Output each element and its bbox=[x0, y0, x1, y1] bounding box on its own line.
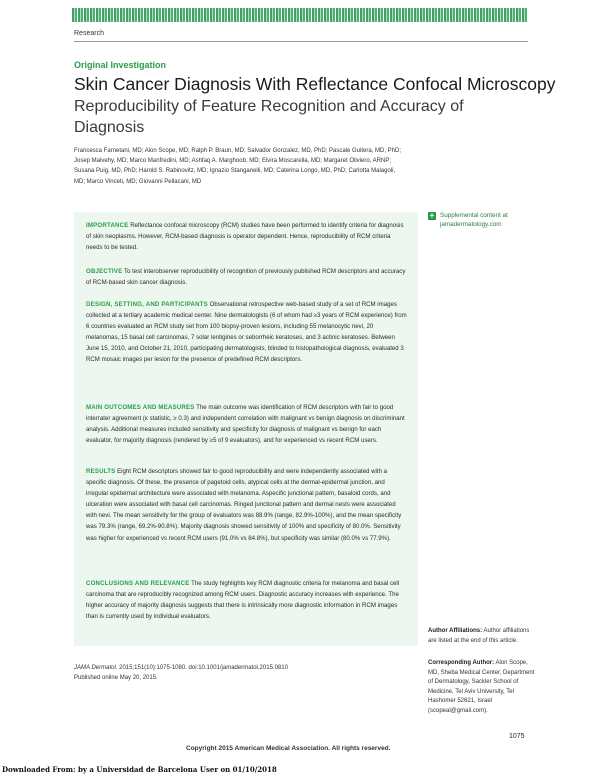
author-affiliations bbox=[428, 627, 538, 646]
publication-date: Published online May 20, 2015. bbox=[74, 674, 158, 681]
supplemental-link[interactable]: Supplemental content at jamadermatology.com bbox=[440, 212, 508, 228]
citation-ref[interactable]: 2015;151(10):1075-1080. doi:10.1001/jamadermatol.2015.0810 bbox=[119, 665, 288, 671]
affiliations-label: Author Affiliations: bbox=[428, 628, 483, 634]
journal-color-stripe bbox=[72, 8, 528, 22]
abstract-heading: MAIN OUTCOMES AND MEASURES bbox=[86, 404, 195, 411]
page-number: 1075 bbox=[509, 733, 525, 740]
abstract-objective bbox=[86, 266, 408, 288]
abstract-text: Observational retrospective web-based study of a set of RCM images collected at a tertiary academic medical center. Nine dermatologists (6 of whom had ≥3 years of RCM experience) from 6 countries evaluated an RCM study set from 100 biopsy-proven lesions, including 55 melanocytic nevi, 20 melanomas, 15 basal cell carcinomas, 7 solar lentigines or seborrheic keratoses, and 3 actinic keratoses. Between June 15, 2010, and October 21, 2010, participating dermatologists, blinded to histopathological diagnosis, evaluated 3 RCM mosaic images per lesion for the presence of predefined RCM descriptors. bbox=[86, 301, 407, 364]
abstract-heading: DESIGN, SETTING, AND PARTICIPANTS bbox=[86, 301, 208, 308]
corresponding-author bbox=[428, 659, 538, 716]
abstract-text: Reflectance confocal microscopy (RCM) studies have been performed to identify criteria for diagnosis of skin neoplasms. However, RCM-based diagnosis is operator dependent. Hence, reproducibility of RCM criteria needs to be tested. bbox=[86, 222, 404, 252]
affiliations-text: Author affiliations are listed at the end of this article. bbox=[428, 628, 530, 644]
section-label: Research bbox=[74, 30, 104, 37]
abstract-importance bbox=[86, 220, 408, 253]
abstract-outcomes bbox=[86, 402, 408, 446]
corresponding-label: Corresponding Author: bbox=[428, 660, 495, 666]
abstract-text: The study highlights key RCM diagnostic criteria for melanoma and basal cell carcinoma that are reproducibly recognized among RCM users. Diagnostic accuracy increases with experience. The higher accuracy of majority diagnosis suggests that there is intrinsically more diagnostic information in RCM images than is currently used by individual evaluators. bbox=[86, 580, 400, 621]
abstract-heading: RESULTS bbox=[86, 468, 116, 475]
abstract-text: Eight RCM descriptors showed fair to good reproducibility and were independently associated with a specific diagnosis. Of these, the presence of pagetoid cells, atypical cells at the dermal-epidermal junction, and irregular epidermal architecture were associated with melanoma. Aspecific junctional pattern, basaloid cords, and ulceration were associated with basal cell carcinomas. Ringed junctional pattern and dermal nests were associated with nevi. The mean sensitivity for the group of evaluators was 88.9% (range, 82.9%-100%), and the mean specificity was 79.3% (range, 69.2%-90.8%). Majority diagnosis showed sensitivity of 100% and specificity of 80.0%. Sensitivity was higher for experienced vs recent RCM users (91.0% vs 84.8%), but specificity was similar (80.0% vs 77.9%). bbox=[86, 468, 402, 542]
abstract-results bbox=[86, 466, 408, 544]
author-list: Francesca Farnetani, MD; Alon Scope, MD; Ralph P. Braun, MD; Salvador Gonzalez, MD, PhD; Pascale Guitera, MD, PhD; Josep Malvehy, MD; Marco Manfredini, MD; Ashfaq A. Marghoob, MD; Elvira Moscarella, MD; Margaret Oliviero, ARNP; Susana Puig, MD, PhD; Harold S. Rabinovitz, MD; Ignazio Stanganelli, MD; Caterina Longo, MD, PhD; Carlotta Malagoli, MD; Marco Vinceti, MD; Giovanni Pellacani, MD bbox=[74, 148, 402, 185]
header-divider bbox=[74, 41, 528, 42]
abstract-heading: CONCLUSIONS AND RELEVANCE bbox=[86, 580, 190, 587]
corresponding-text: Alon Scope, MD, Sheba Medical Center, Department of Dermatology, Sackler School of Medicine, Tel Aviv University, Tel Hashomer 52621, Israel (scopeal@gmail.com). bbox=[428, 660, 535, 714]
abstract-heading: OBJECTIVE bbox=[86, 268, 123, 275]
abstract-conclusions bbox=[86, 578, 408, 622]
download-stamp: Downloaded From: by a Universidad de Barcelona User on 01/10/2018 bbox=[2, 765, 277, 774]
copyright-notice: Copyright 2015 American Medical Association. All rights reserved. bbox=[186, 745, 391, 752]
article-type: Original Investigation bbox=[74, 60, 167, 70]
abstract-text: The main outcome was identification of RCM descriptors with fair to good interrater agreement (κ statistic, ≥ 0.3) and independent correlation with malignant vs benign diagnosis on discriminant analysis. Additional measures included sensitivity and specificity for diagnosis of malignant vs benign for each evaluator, for majority diagnosis (rendered by ≥5 of 9 evaluators), and for experienced vs recent RCM users. bbox=[86, 404, 405, 445]
citation bbox=[74, 664, 404, 683]
article-subtitle: Reproducibility of Feature Recognition and Accuracy of Diagnosis bbox=[74, 98, 464, 136]
article-title: Skin Cancer Diagnosis With Reflectance Confocal Microscopy bbox=[74, 74, 556, 94]
abstract-text: To test interobserver reproducibility of recognition of previously published RCM descriptors and accuracy of RCM-based skin cancer diagnosis. bbox=[86, 268, 406, 287]
abstract-heading: IMPORTANCE bbox=[86, 222, 129, 229]
plus-icon[interactable]: + bbox=[429, 211, 435, 220]
journal-name: JAMA Dermatol. bbox=[74, 665, 118, 671]
abstract-design bbox=[86, 299, 408, 366]
